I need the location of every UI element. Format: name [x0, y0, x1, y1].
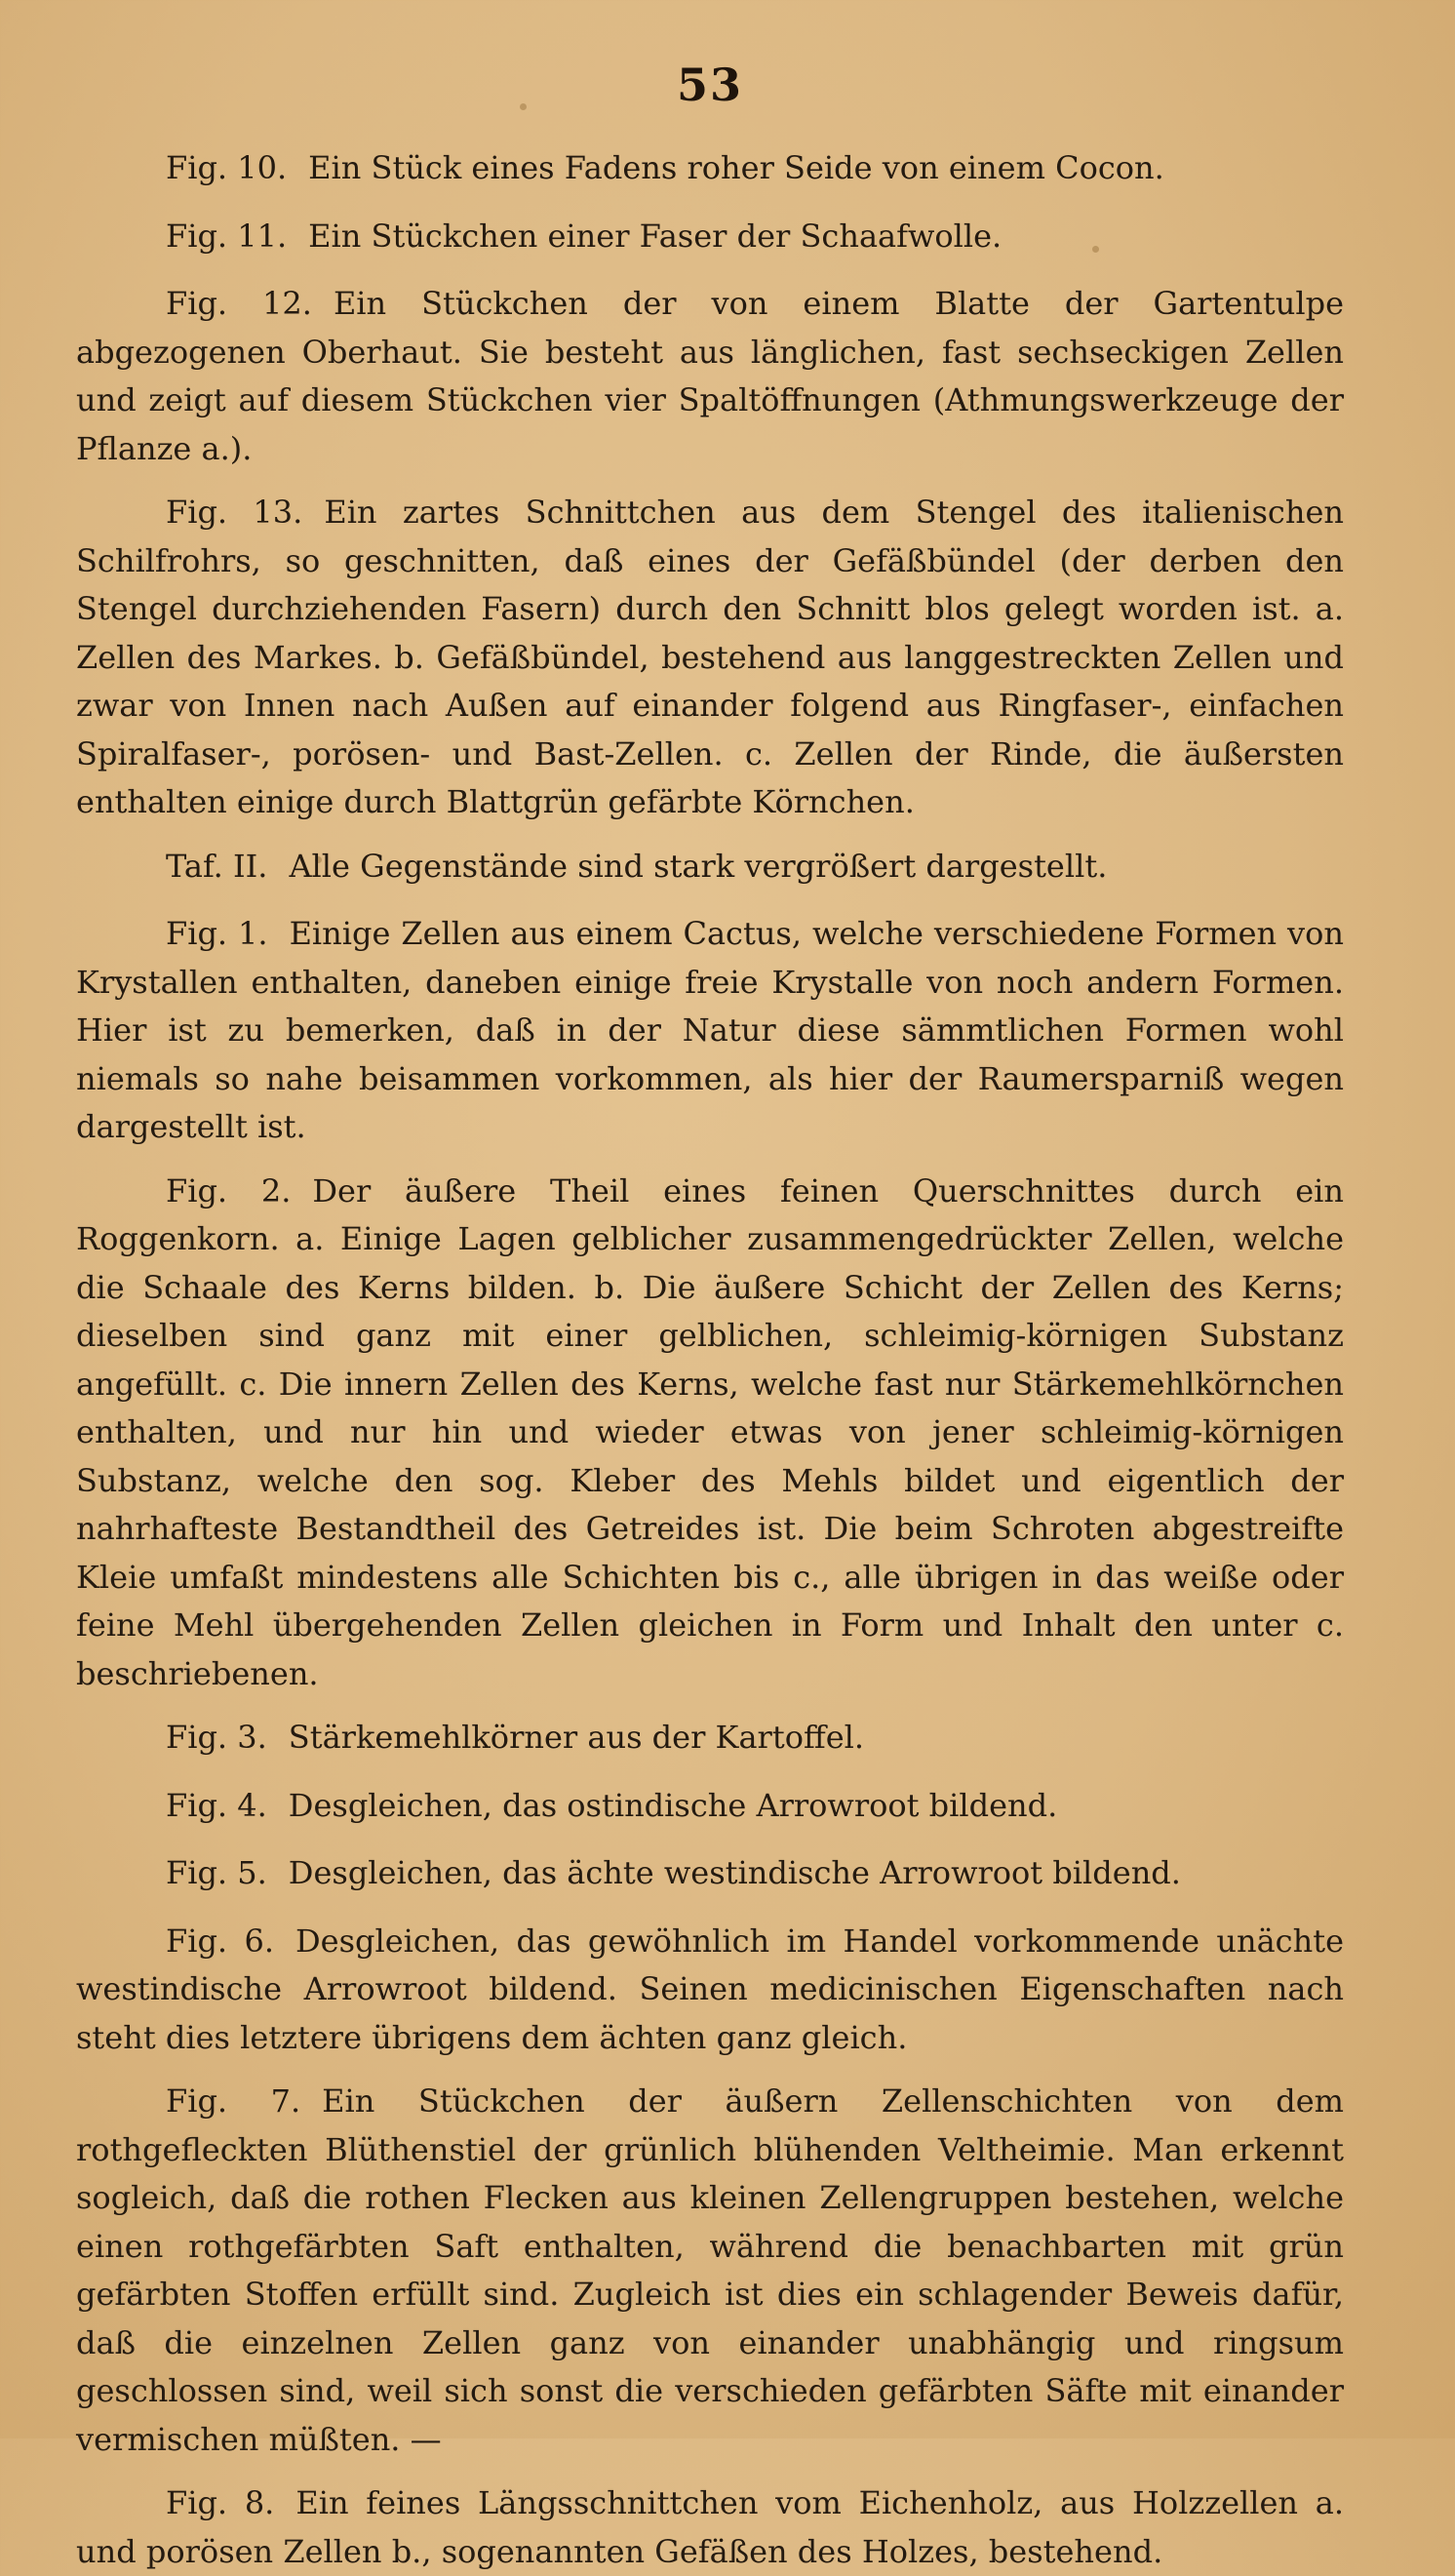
figure-text: Stärkemehlkörner aus der Kartoffel. [288, 1719, 865, 1756]
figure-label: Fig. 12. [166, 285, 312, 322]
figure-descriptions [76, 144, 1344, 2576]
figure-text: Einige Zellen aus einem Cactus, welche verschiedene Formen von Krystallen enthalten, daneben einige freie Krystalle von noch andern Formen. Hier ist zu bemerken, daß in der Natur diese sämmtlichen Formen wohl niemals so nahe beisammen vorkommen, als hier der Raumersparniß wegen dargestellt ist. [76, 915, 1345, 1145]
figure-entry [76, 910, 1344, 1152]
figure-label: Taf. II. [166, 847, 268, 885]
figure-text: Alle Gegenstände sind stark vergrößert dargestellt. [289, 847, 1108, 885]
figure-text: Ein Stückchen einer Faser der Schaafwolle. [308, 217, 1003, 255]
figure-text: Ein Stück eines Fadens roher Seide von einem Cocon. [308, 149, 1164, 186]
figure-entry [76, 843, 1344, 892]
book-page [76, 39, 1345, 2570]
figure-entry [76, 1782, 1344, 1831]
figure-text: Ein Stückchen der äußern Zellenschichten von dem rothgefleckten Blüthenstiel der grünlich blühenden Veltheimie. Man erkennt sogleich, daß die rothen Flecken aus kleinen Zellengruppen bestehen, welche einen rothgefärbten Saft enthalten, während die benachbarten mit grün gefärbten Stoffen erfüllt sind. Zugleich ist dies ein schlagender Beweis dafür, daß die einzelnen Zellen ganz von einander unabhängig und ringsum geschlossen sind, weil sich sonst die verschieden gefärbten Säfte mit einander vermischen müßten. — [76, 2082, 1345, 2458]
figure-text: Der äußere Theil eines feinen Querschnittes durch ein Roggenkorn. a. Einige Lagen gelblicher zusammengedrückter Zellen, welche die Schaale des Kerns bilden. b. Die äußere Schicht der Zellen des Kerns; dieselben sind ganz mit einer gelblichen, schleimig-körnigen Substanz angefüllt. c. Die innern Zellen des Kerns, welche fast nur Stärkemehlkörnchen enthalten, und nur hin und wieder etwas von jener schleimig-körnigen Substanz, welche den sog. Kleber des Mehls bildet und eigentlich der nahrhafteste Bestandtheil des Getreides ist. Die beim Schroten abgestreifte Kleie umfaßt mindestens alle Schichten bis c., alle übrigen in das weiße oder feine Mehl übergehenden Zellen gleichen in Form und Inhalt den unter c. beschriebenen. [76, 1171, 1345, 1692]
figure-label: Fig. 2. [166, 1171, 292, 1209]
figure-entry [76, 2078, 1344, 2464]
figure-label: Fig. 1. [166, 915, 268, 952]
figure-label: Fig. 4. [166, 1786, 267, 1824]
figure-entry [76, 2479, 1344, 2576]
figure-label: Fig. 5. [166, 1854, 267, 1891]
page-number: 53 [676, 59, 743, 111]
figure-label: Fig. 13. [166, 494, 303, 531]
figure-text: Ein zartes Schnittchen aus dem Stengel des italienischen Schilfrohrs, so geschnitten, daß eines der Gefäßbündel (der derben den Stengel durchziehenden Fasern) durch den Schnitt blos gelegt worden ist. a. Zellen des Markes. b. Gefäßbündel, bestehend aus langgestreckten Zellen und zwar von Innen nach Außen auf einander folgend aus Ringfaser-, einfachen Spiralfaser-, porösen- und Bast-Zellen. c. Zellen der Rinde, die äußersten enthalten einige durch Blattgrün gefärbte Körnchen. [76, 494, 1345, 820]
figure-label: Fig. 8. [166, 2484, 275, 2521]
figure-entry [76, 280, 1344, 473]
figure-label: Fig. 7. [166, 2082, 301, 2120]
figure-label: Fig. 6. [166, 1922, 274, 1960]
figure-entry [76, 213, 1344, 261]
figure-label: Fig. 11. [166, 217, 288, 255]
figure-text: Ein Stückchen der von einem Blatte der Gartentulpe abgezogenen Oberhaut. Sie besteht aus länglichen, fast sechseckigen Zellen und zeigt auf diesem Stückchen vier Spaltöffnungen (Athmungswerkzeuge der Pflanze a.). [76, 285, 1344, 467]
figure-text: Desgleichen, das ächte westindische Arrowroot bildend. [288, 1854, 1181, 1891]
figure-entry [76, 1918, 1344, 2063]
figure-entry [76, 144, 1344, 193]
figure-entry [76, 489, 1344, 827]
figure-label: Fig. 10. [166, 149, 288, 186]
figure-entry [76, 1714, 1344, 1763]
figure-text: Ein feines Längsschnittchen vom Eichenholz, aus Holzzellen a. und porösen Zellen b., sogenannten Gefäßen des Holzes, bestehend. [76, 2484, 1345, 2570]
figure-text: Desgleichen, das ostindische Arrowroot bildend. [288, 1786, 1058, 1824]
figure-text: Desgleichen, das gewöhnlich im Handel vorkommende unächte westindische Arrowroot bildend. Seinen medicinischen Eigenschaften nach steht dies letztere übrigens dem ächten ganz gleich. [76, 1922, 1345, 2056]
figure-entry [76, 1849, 1344, 1898]
figure-entry [76, 1168, 1344, 1699]
figure-label: Fig. 3. [166, 1719, 267, 1756]
